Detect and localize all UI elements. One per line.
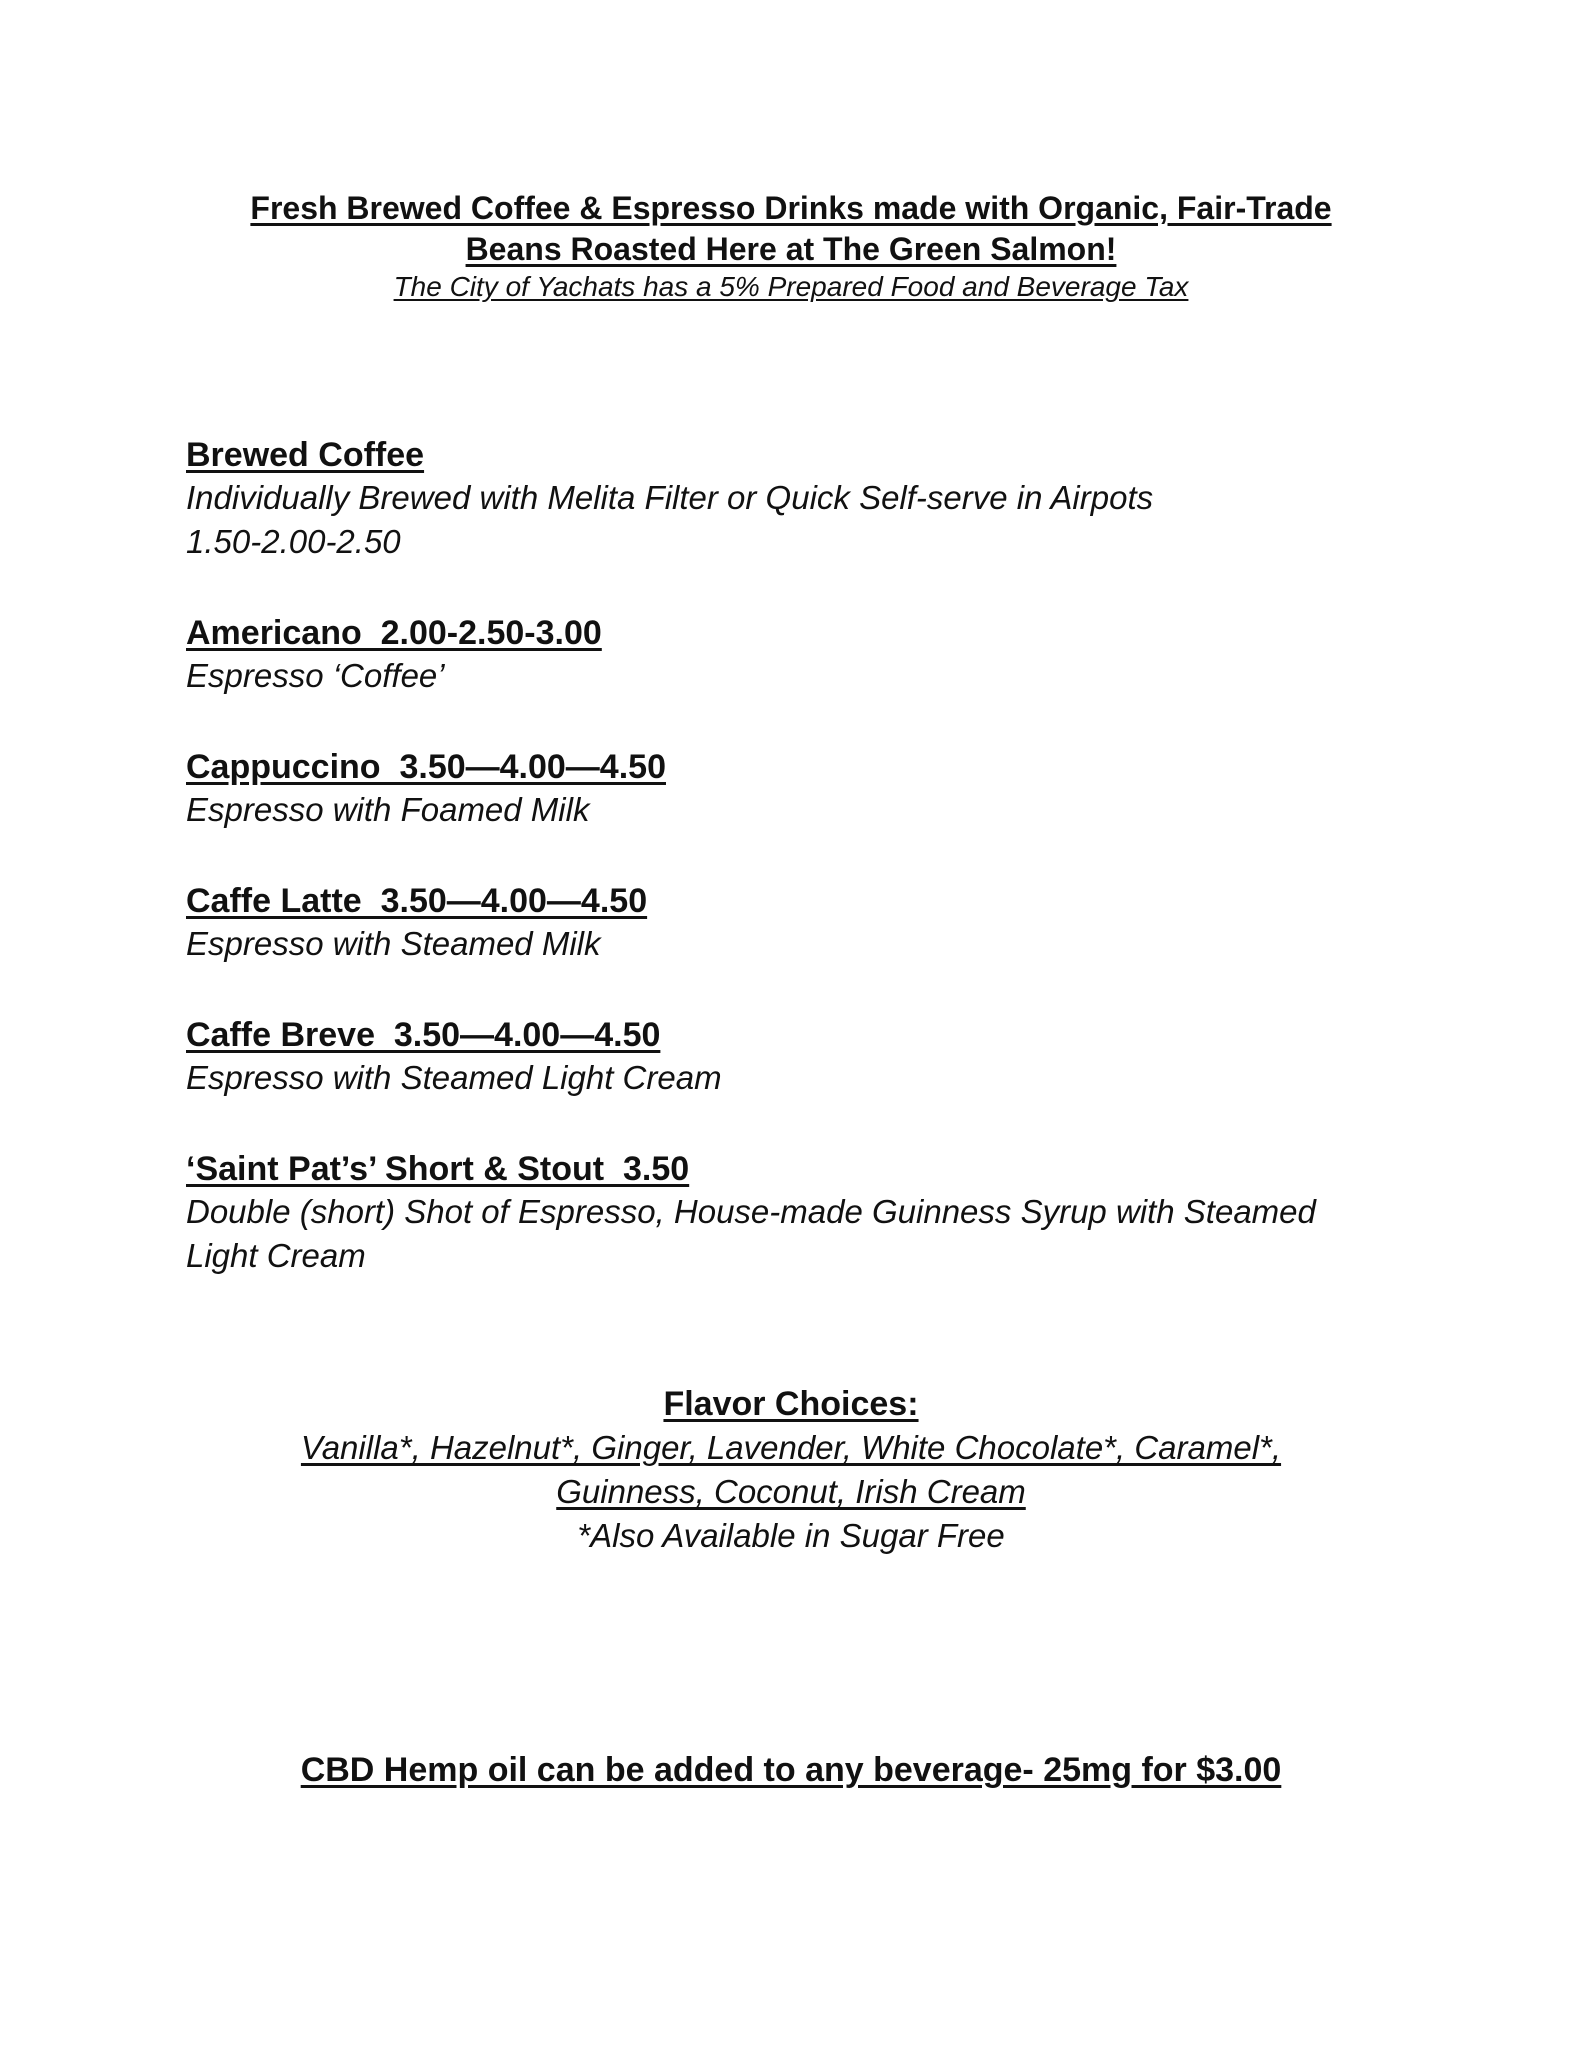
item-description: Espresso with Foamed Milk: [186, 791, 590, 828]
item-title: ‘Saint Pat’s’ Short & Stout 3.50: [186, 1150, 690, 1188]
item-price: 1.50-2.00-2.50: [186, 523, 401, 560]
item-title: Brewed Coffee: [186, 436, 425, 474]
menu-header: [200, 188, 1382, 304]
flavors-title: Flavor Choices:: [663, 1385, 919, 1423]
cbd-note: CBD Hemp oil can be added to any beverage- 25mg for $3.00: [300, 1751, 1282, 1789]
menu-item-short-and-stout: [186, 1148, 1366, 1278]
page-title: Fresh Brewed Coffee & Espresso Drinks made with Organic, Fair-Trade Beans Roasted Here at The Green Salmon!: [250, 190, 1332, 267]
item-title: Cappuccino 3.50—4.00—4.50: [186, 748, 666, 786]
menu-item-americano: [186, 612, 1366, 698]
item-title: Caffe Latte 3.50—4.00—4.50: [186, 882, 648, 920]
menu-item-caffe-latte: [186, 880, 1366, 966]
item-description: Espresso with Steamed Light Cream: [186, 1059, 722, 1096]
menu-item-caffe-breve: [186, 1014, 1366, 1100]
flavors-list-line: Vanilla*, Hazelnut*, Ginger, Lavender, White Chocolate*, Caramel*,: [300, 1429, 1282, 1466]
item-description: Individually Brewed with Melita Filter or Quick Self-serve in Airpots: [186, 479, 1154, 516]
sugar-free-note: *Also Available in Sugar Free: [577, 1517, 1005, 1554]
item-title: Caffe Breve 3.50—4.00—4.50: [186, 1016, 661, 1054]
flavors-list-line: Guinness, Coconut, Irish Cream: [556, 1473, 1026, 1510]
item-description: Espresso ‘Coffee’: [186, 657, 445, 694]
drink-menu: [186, 434, 1366, 1326]
menu-item-brewed-coffee: [186, 434, 1366, 564]
flavor-choices: [200, 1382, 1382, 1558]
item-description: Espresso with Steamed Milk: [186, 925, 601, 962]
menu-item-cappuccino: [186, 746, 1366, 832]
item-description: Double (short) Shot of Espresso, House-made Guinness Syrup with Steamed Light Cream: [186, 1193, 1316, 1274]
tax-note: The City of Yachats has a 5% Prepared Food and Beverage Tax: [393, 271, 1189, 302]
item-title: Americano 2.00-2.50-3.00: [186, 614, 602, 652]
